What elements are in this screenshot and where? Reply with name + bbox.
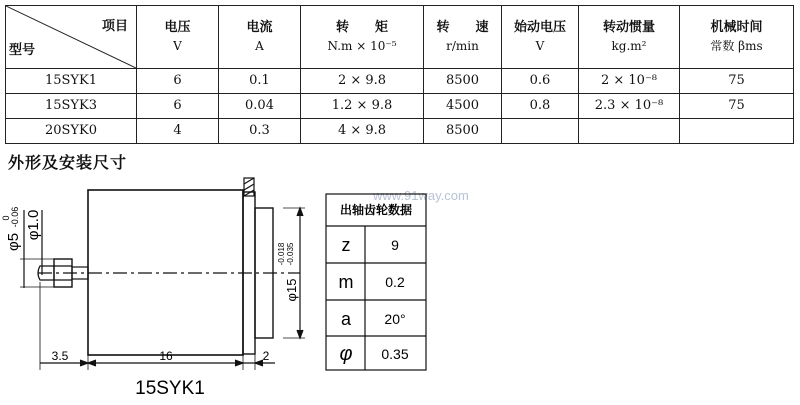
body-tol-lower: -0.035	[286, 242, 295, 266]
cell-mech-time	[680, 119, 794, 144]
header-model-label: 型号	[9, 43, 36, 58]
shaft-tol-upper: 0	[1, 215, 11, 221]
table-row	[6, 119, 794, 144]
cell-start-voltage: 0.6	[502, 69, 579, 94]
gear-value-phi: 0.35	[381, 346, 409, 362]
header-current: 电流 A	[219, 6, 301, 69]
header-item-label: 项目	[101, 19, 128, 34]
cell-start-voltage	[502, 119, 579, 144]
header-inertia: 转动惯量 kg.m²	[579, 6, 680, 69]
gear-table-title: 出轴齿轮数据	[339, 203, 413, 217]
cell-mech-time: 75	[680, 94, 794, 119]
shaft-tol-lower: -0.06	[10, 206, 20, 228]
body-dia-label: φ15	[284, 278, 299, 302]
header-voltage: 电压 V	[137, 6, 219, 69]
cell-inertia	[579, 119, 680, 144]
header-diagonal-cell	[6, 6, 137, 69]
table-header-row	[6, 6, 794, 69]
dim-body: 16	[159, 349, 173, 363]
cell-current: 0.3	[219, 119, 301, 144]
model-label: 15SYK1	[135, 378, 205, 399]
table-row	[6, 94, 794, 119]
cell-model: 15SYK3	[6, 94, 137, 119]
bore-dia-label: φ1.0	[25, 209, 42, 241]
cell-voltage: 6	[137, 94, 219, 119]
gear-symbol-z: z	[341, 235, 351, 255]
cell-inertia: 2.3 × 10⁻⁸	[579, 94, 680, 119]
gear-symbol-m: m	[338, 272, 354, 292]
cell-model: 15SYK1	[6, 69, 137, 94]
gear-value-a: 20°	[384, 311, 406, 327]
cell-speed: 8500	[424, 69, 502, 94]
cell-voltage: 6	[137, 69, 219, 94]
motor-drawing	[0, 170, 800, 405]
gear-symbol-phi: φ	[339, 343, 353, 365]
gear-symbol-a: a	[340, 309, 352, 329]
body-tol-upper: -0.018	[277, 242, 286, 266]
cell-speed: 8500	[424, 119, 502, 144]
header-mech-time: 机械时间 常数 βms	[680, 6, 794, 69]
cell-model: 20SYK0	[6, 119, 137, 144]
cell-mech-time: 75	[680, 69, 794, 94]
cell-voltage: 4	[137, 119, 219, 144]
cell-start-voltage: 0.8	[502, 94, 579, 119]
cell-current: 0.1	[219, 69, 301, 94]
header-speed: 转 速 r/min	[424, 6, 502, 69]
header-start-voltage: 始动电压 V	[502, 6, 579, 69]
cell-torque: 1.2 × 9.8	[301, 94, 424, 119]
cell-speed: 4500	[424, 94, 502, 119]
table-row	[6, 69, 794, 94]
watermark: www.91way.com	[373, 188, 469, 203]
cell-torque: 4 × 9.8	[301, 119, 424, 144]
header-torque: 转 矩 N.m × 10⁻⁵	[301, 6, 424, 69]
gear-value-m: 0.2	[385, 274, 405, 290]
gear-value-z: 9	[391, 237, 399, 253]
dim-left: 3.5	[51, 349, 69, 363]
cell-current: 0.04	[219, 94, 301, 119]
shaft-dia-label: φ5	[5, 232, 22, 252]
cell-torque: 2 × 9.8	[301, 69, 424, 94]
section-title: 外形及安装尺寸	[8, 153, 128, 172]
spec-table	[5, 5, 794, 144]
cell-inertia: 2 × 10⁻⁸	[579, 69, 680, 94]
dim-flange: 2	[262, 349, 270, 363]
